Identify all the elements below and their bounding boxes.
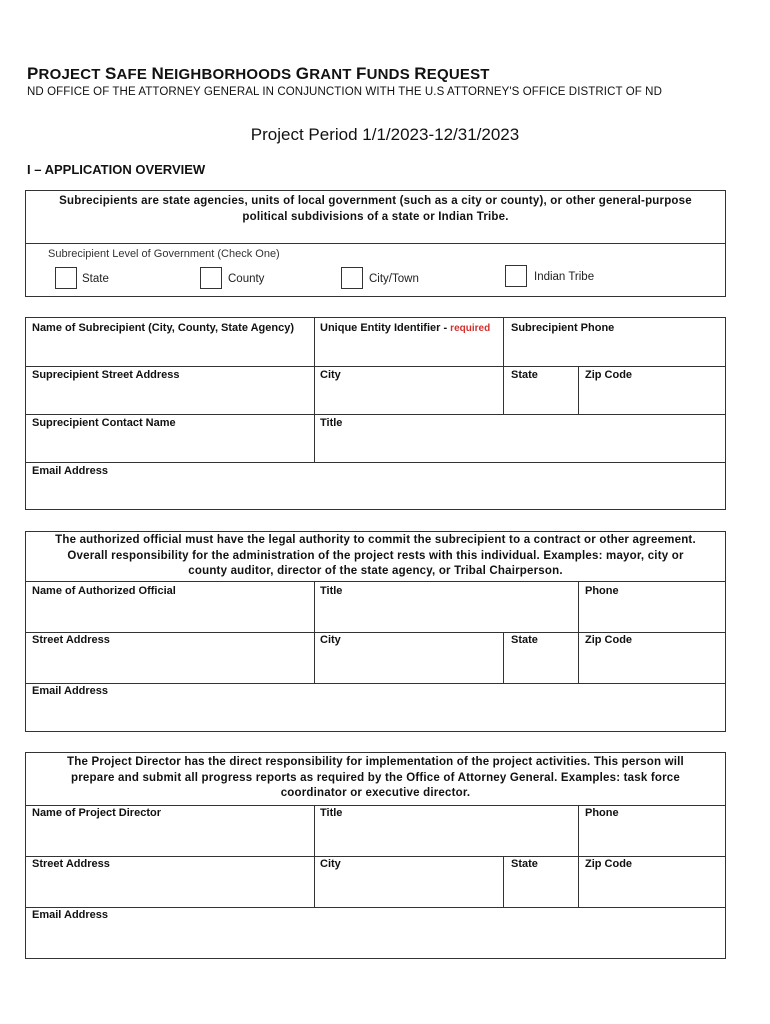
subrecipient-email-field[interactable]: Email Address <box>32 465 109 477</box>
director-state-field[interactable]: State <box>511 858 538 870</box>
project-director-notice <box>26 755 725 802</box>
official-street-field[interactable]: Street Address <box>32 634 110 646</box>
divider <box>503 318 504 414</box>
divider <box>26 414 725 415</box>
subrecipient-zip-field[interactable]: Zip Code <box>585 369 633 381</box>
notice-line: The authorized official must have the legal authority to commit the subrecipient to a contract or other agreement. <box>55 534 696 546</box>
title-cap: N <box>151 64 164 83</box>
notice-line: prepare and submit all progress reports as required by the Office of Attorney General. Examples: task force <box>71 771 680 784</box>
official-email-field[interactable]: Email Address <box>32 685 109 697</box>
notice-line: county auditor, director of the state agency, or Tribal Chairperson. <box>188 565 563 577</box>
divider <box>578 581 579 683</box>
official-state-field[interactable]: State <box>511 634 538 646</box>
title-part: AFE <box>116 66 152 83</box>
notice-line: Subrecipients are state agencies, units of local government (such as a city or county), or other general-purpose <box>59 195 692 207</box>
title-part: ROJECT <box>38 66 105 83</box>
subrecipient-city-field[interactable]: City <box>320 369 341 381</box>
divider <box>503 856 504 907</box>
authorized-official-box <box>25 531 726 732</box>
checkbox-indian-tribe-label: Indian Tribe <box>534 271 595 283</box>
director-city-field[interactable]: City <box>320 858 341 870</box>
divider <box>26 856 725 857</box>
authorized-official-notice <box>26 533 725 580</box>
notice-line: The Project Director has the direct responsibility for implementation of the project activities. This person will <box>67 756 684 768</box>
uei-label: Unique Entity Identifier - <box>320 322 451 334</box>
divider <box>314 581 315 683</box>
subrecipient-title-field[interactable]: Title <box>320 417 343 429</box>
divider <box>26 805 725 806</box>
title-part: EQUEST <box>426 66 490 83</box>
divider <box>26 632 725 633</box>
title-cap: F <box>356 64 367 83</box>
divider <box>26 462 725 463</box>
checkbox-county[interactable] <box>200 267 222 289</box>
divider <box>314 318 315 462</box>
subrecipient-notice <box>26 194 725 225</box>
divider <box>26 907 725 908</box>
form-title <box>27 64 490 84</box>
checkbox-state[interactable] <box>55 267 77 289</box>
divider <box>578 366 579 414</box>
official-phone-field[interactable]: Phone <box>585 585 619 597</box>
director-phone-field[interactable]: Phone <box>585 807 619 819</box>
subrecipient-street-field[interactable]: Suprecipient Street Address <box>32 369 180 381</box>
project-director-box <box>25 752 726 959</box>
divider <box>314 805 315 907</box>
checkbox-county-label: County <box>228 273 265 285</box>
title-part: EIGHBORHOODS <box>163 66 296 83</box>
official-city-field[interactable]: City <box>320 634 341 646</box>
subrecipient-contact-field[interactable]: Suprecipient Contact Name <box>32 417 176 429</box>
subrecipient-name-field[interactable]: Name of Subrecipient (City, County, State Agency) <box>32 322 294 334</box>
project-period: Project Period 1/1/2023-12/31/2023 <box>250 125 520 144</box>
section-heading: I – APPLICATION OVERVIEW <box>27 162 206 177</box>
checkbox-indian-tribe[interactable] <box>505 265 527 287</box>
director-title-field[interactable]: Title <box>320 807 343 819</box>
level-of-government <box>26 243 725 296</box>
divider <box>26 366 725 367</box>
notice-line: coordinator or executive director. <box>280 787 471 799</box>
director-street-field[interactable]: Street Address <box>32 858 110 870</box>
official-title-field[interactable]: Title <box>320 585 343 597</box>
title-cap: S <box>104 64 117 83</box>
form-subtitle: ND OFFICE OF THE ATTORNEY GENERAL IN CONJUNCTION WITH THE U.S ATTORNEY'S OFFICE DISTRICT OF ND <box>27 86 662 98</box>
divider <box>26 581 725 582</box>
level-of-government-label: Subrecipient Level of Government (Check One) <box>48 248 280 260</box>
checkbox-state-label: State <box>82 273 109 285</box>
notice-line: political subdivisions of a state or Indian Tribe. <box>242 210 509 223</box>
director-zip-field[interactable]: Zip Code <box>585 858 633 870</box>
title-cap: R <box>414 64 427 83</box>
checkbox-city-town[interactable] <box>341 267 363 289</box>
official-zip-field[interactable]: Zip Code <box>585 634 633 646</box>
required-marker: required <box>450 323 491 334</box>
title-cap: G <box>295 64 310 83</box>
divider <box>578 805 579 907</box>
director-email-field[interactable]: Email Address <box>32 909 109 921</box>
subrecipient-level-box <box>25 190 726 297</box>
subrecipient-details-box <box>25 317 726 510</box>
subrecipient-state-field[interactable]: State <box>511 369 538 381</box>
director-name-field[interactable]: Name of Project Director <box>32 807 161 819</box>
official-name-field[interactable]: Name of Authorized Official <box>32 585 176 597</box>
uei-field[interactable] <box>320 322 490 334</box>
title-cap: P <box>27 64 39 83</box>
title-part: RANT <box>309 66 357 83</box>
checkbox-city-town-label: City/Town <box>369 273 419 285</box>
notice-line: Overall responsibility for the administration of the project rests with this individual. Examples: mayor, city or <box>67 549 684 562</box>
divider <box>26 683 725 684</box>
title-part: UNDS <box>366 66 415 83</box>
subrecipient-phone-field[interactable]: Subrecipient Phone <box>511 322 615 334</box>
divider <box>503 632 504 683</box>
